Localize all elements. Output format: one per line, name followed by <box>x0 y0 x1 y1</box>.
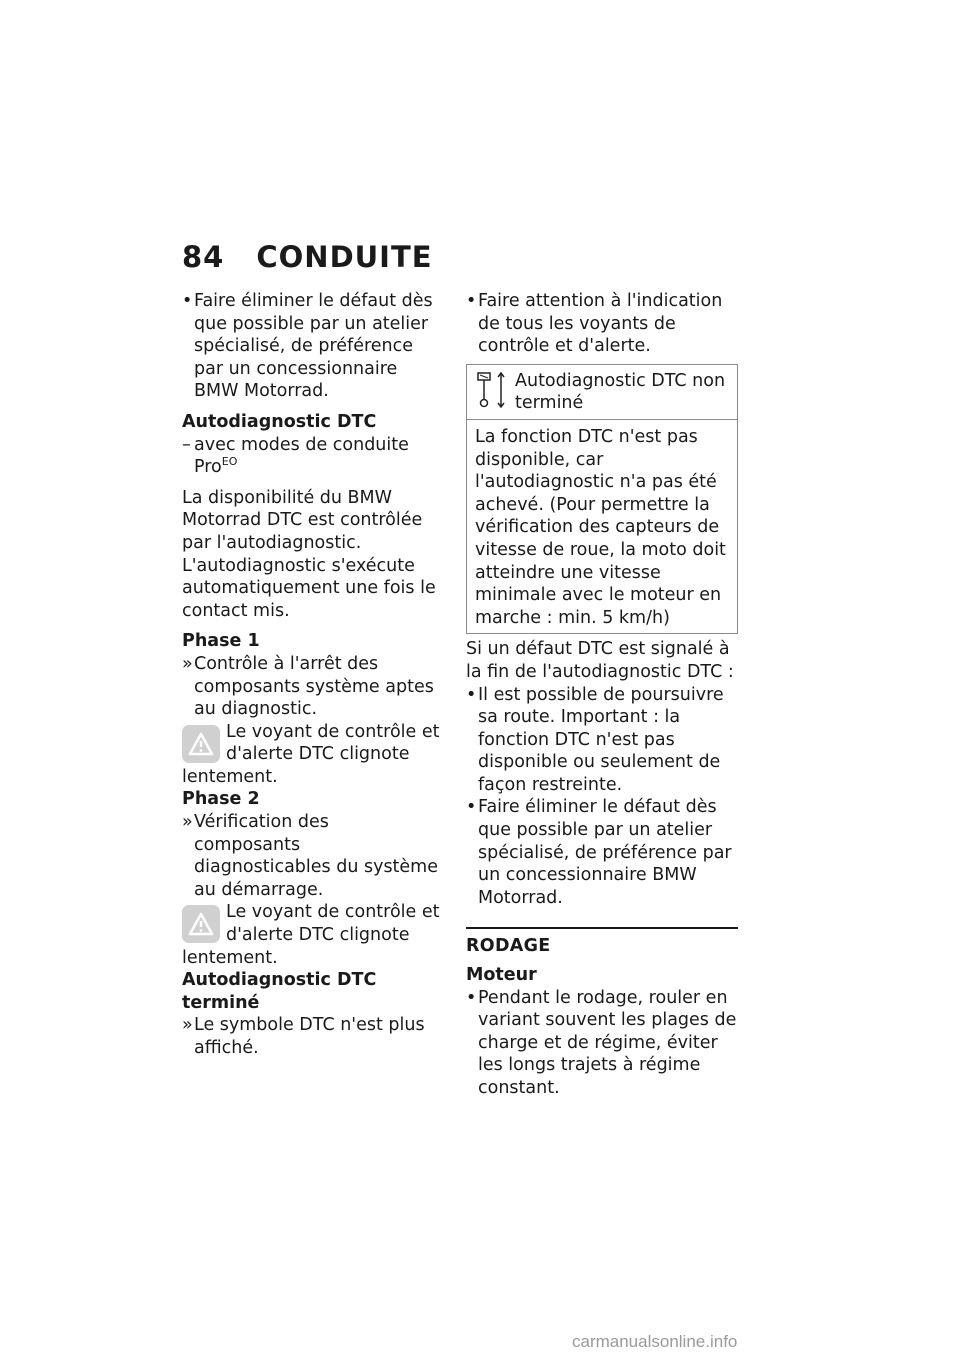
heading-dtc: Autodiagnostic DTC <box>182 411 377 432</box>
dtc-check-icon <box>475 370 515 412</box>
info-box-title: Autodiagnostic DTC non terminé <box>515 370 726 414</box>
right-column <box>466 290 738 1100</box>
list-item: • Faire éliminer le défaut dès que possible par un atelier spécialisé, de préférence par un concessionnaire BMW Motorrad. <box>466 796 738 909</box>
arrow-item: » Le symbole DTC n'est plus affiché. <box>182 1014 440 1059</box>
list-item: • Faire attention à l'indication de tous les voyants de contrôle et d'alerte. <box>466 290 738 358</box>
page-title <box>182 240 433 274</box>
left-column <box>182 290 440 1060</box>
heading-phase-1: Phase 1 <box>182 631 260 652</box>
chapter-title: CONDUITE <box>256 240 433 274</box>
warning-triangle-icon <box>182 725 220 763</box>
warning-text: Le voyant de contrôle et d'alerte DTC clignote lentement. <box>182 902 440 968</box>
list-item: • Il est possible de poursuivre sa route. Important : la fonction DTC n'est pas disponible ou seulement de façon restreinte. <box>466 684 738 797</box>
arrow-item: » Vérification des composants diagnosticables du système au démarrage. <box>182 811 440 901</box>
heading-dtc-done: Autodiagnostic DTC terminé <box>182 970 377 1013</box>
list-item: • Pendant le rodage, rouler en variant souvent les plages de charge et de régime, éviter les longs trajets à régime constant. <box>466 987 738 1100</box>
list-item: • Faire éliminer le défaut dès que possible par un atelier spécialisé, de préférence par un concessionnaire BMW Motorrad. <box>182 290 440 403</box>
warning-text: Le voyant de contrôle et d'alerte DTC clignote lentement. <box>182 721 440 787</box>
watermark: carmanualsonline.info <box>572 1332 738 1351</box>
info-box <box>466 364 738 635</box>
warning-row <box>182 901 440 969</box>
heading-phase-2: Phase 2 <box>182 789 260 810</box>
section-divider <box>466 927 738 929</box>
info-box-body: La fonction DTC n'est pas disponible, car l'autodiagnostic n'a pas été achevé. (Pour permettre la vérification des capteurs de vitesse de roue, la moto doit atteindre une vitesse minimale avec le moteur en marche : min. 5 km/h) <box>475 426 726 628</box>
page-number: 84 <box>182 240 225 274</box>
info-box-header <box>467 365 737 420</box>
dash-item-text: avec modes de conduite Pro <box>194 434 409 478</box>
dash-item-sup: EO <box>221 455 238 469</box>
subheading: Moteur <box>466 965 537 986</box>
dash-item <box>182 434 440 479</box>
warning-row <box>182 721 440 789</box>
arrow-item: » Contrôle à l'arrêt des composants système aptes au diagnostic. <box>182 653 440 721</box>
paragraph: La disponibilité du BMW Motorrad DTC est contrôlée par l'autodiagnostic. L'autodiagnostic s'exécute automatiquement une fois le contact mis. <box>182 487 436 621</box>
section-title: RODAGE <box>466 936 551 957</box>
warning-triangle-icon <box>182 905 220 943</box>
paragraph: Si un défaut DTC est signalé à la fin de l'autodiagnostic DTC : <box>466 639 734 682</box>
